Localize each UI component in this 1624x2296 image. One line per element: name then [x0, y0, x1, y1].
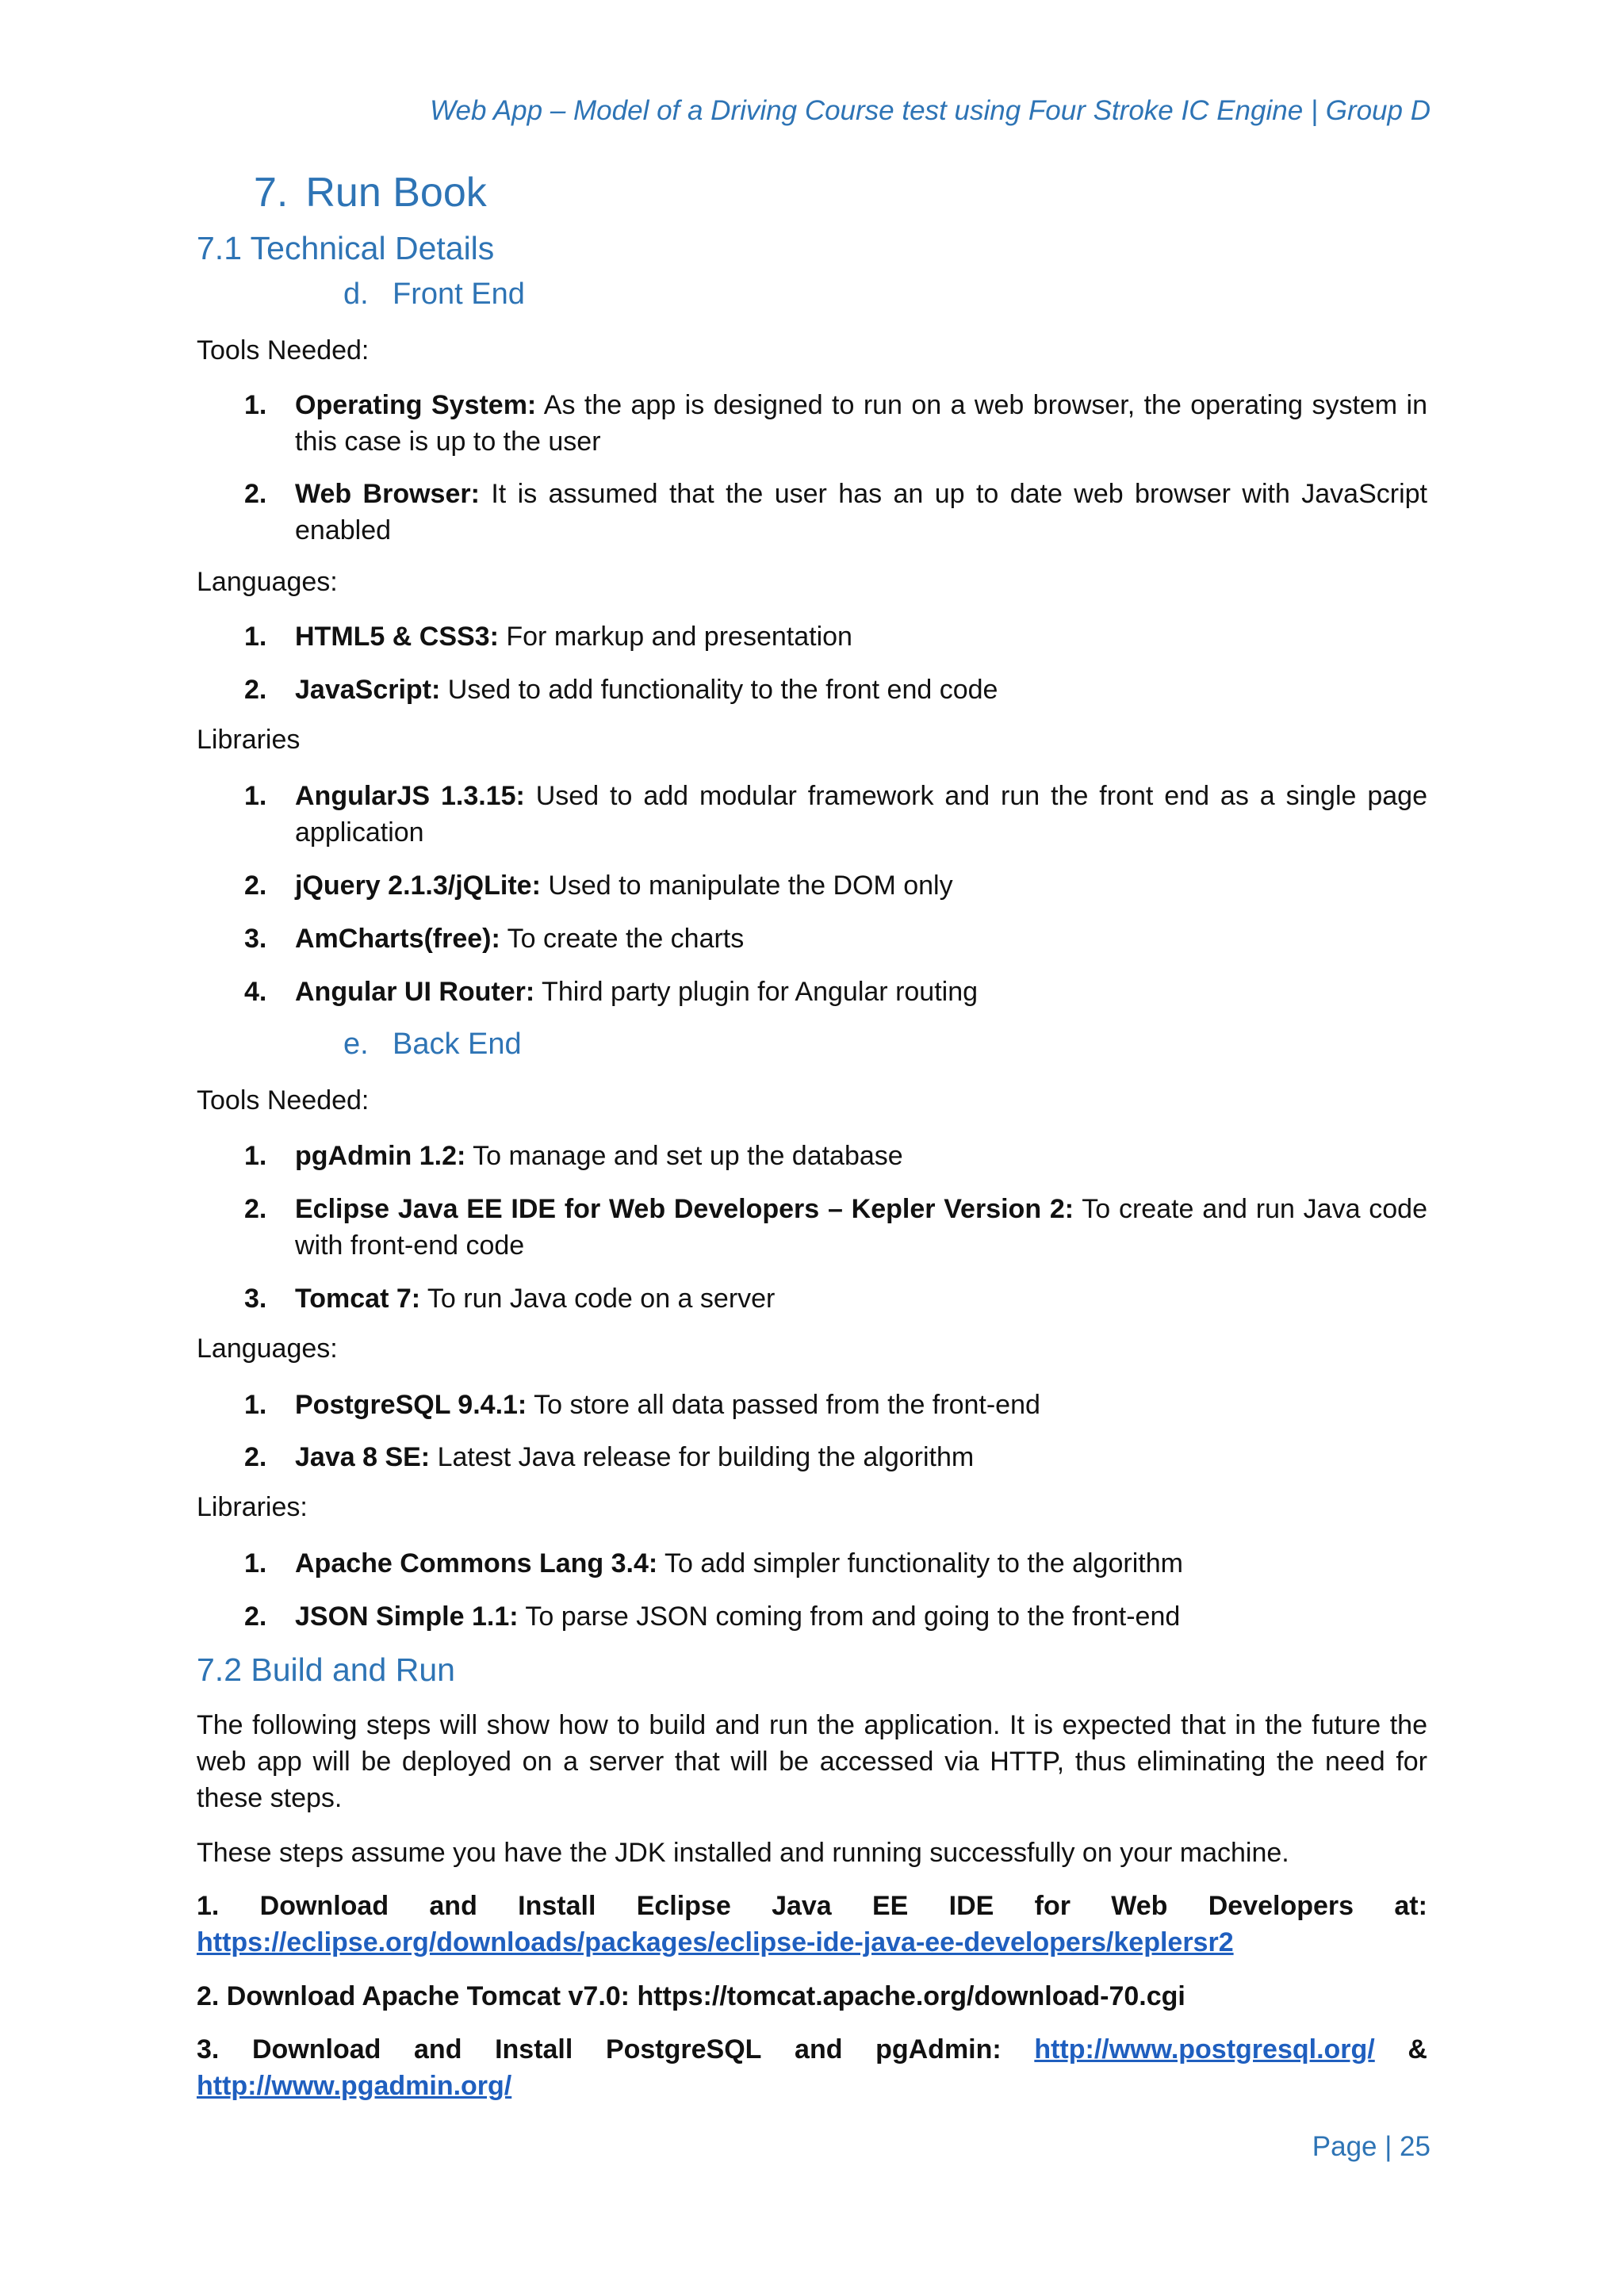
item-name: Eclipse Java EE IDE for Web Developers – Kepler Version 2: [295, 1194, 1074, 1224]
section-heading [254, 169, 487, 216]
pgadmin-link[interactable]: http://www.pgadmin.org/ [197, 2071, 512, 2101]
step-word: PostgreSQL [605, 2034, 762, 2064]
step-word: 1. [197, 1891, 220, 1921]
item-number: 2. [244, 1442, 267, 1472]
step-1-line [197, 1888, 1427, 1924]
item-number: 4. [244, 977, 267, 1007]
list-item [244, 1545, 1427, 1582]
list-item [244, 1598, 1427, 1635]
front-end-languages-label: Languages: [197, 567, 338, 597]
list-item [244, 920, 1427, 957]
section-title: Run Book [305, 170, 487, 216]
step-word: Download [259, 1891, 389, 1921]
item-number: 1. [244, 622, 267, 652]
front-end-title: Front End [393, 277, 525, 311]
item-name: Tomcat 7: [295, 1284, 421, 1314]
back-end-libraries-label: Libraries: [197, 1492, 308, 1522]
step-word: Download [251, 2034, 381, 2064]
list-item [244, 1387, 1427, 1423]
front-end-libraries-label: Libraries [197, 725, 301, 755]
build-step-3 [197, 2031, 1427, 2104]
step-word: for [1034, 1891, 1071, 1921]
ampersand: & [1408, 2034, 1427, 2064]
step-word: 3. [197, 2034, 220, 2064]
item-number: 2. [244, 1194, 267, 1224]
list-item [244, 1280, 1427, 1317]
list-item [244, 476, 1427, 549]
item-number: 2. [244, 675, 267, 705]
back-end-heading [343, 1027, 522, 1062]
step-word: Install [518, 1891, 596, 1921]
item-desc: Used to add modular framework and run the front end as a single page application [295, 781, 1427, 848]
list-item [244, 1191, 1427, 1264]
back-end-letter: e. [343, 1027, 369, 1061]
item-number: 3. [244, 1284, 267, 1314]
item-name: Apache Commons Lang 3.4: [295, 1548, 658, 1578]
step-word: IDE [948, 1891, 994, 1921]
back-end-tools-label: Tools Needed: [197, 1085, 370, 1115]
item-number: 1. [244, 781, 267, 811]
step-word: Java [772, 1891, 832, 1921]
build-intro-paragraph: The following steps will show how to build and run the application. It is expected that in the future the web app will be deployed on a server that will be accessed via HTTP, thus eliminating the need for these steps. [197, 1710, 1427, 1813]
item-name: JavaScript: [295, 675, 441, 705]
list-item [244, 387, 1427, 460]
item-desc: Used to manipulate the DOM only [540, 871, 953, 901]
item-desc: To create and run Java code with front-end code [295, 1194, 1427, 1261]
postgresql-link[interactable]: http://www.postgresql.org/ [1034, 2034, 1375, 2064]
item-name: HTML5 & CSS3: [295, 622, 499, 652]
item-name: PostgreSQL 9.4.1: [295, 1390, 527, 1420]
item-desc: It is assumed that the user has an up to date web browser with JavaScript enabled [295, 479, 1427, 545]
item-name: jQuery 2.1.3/jQLite: [295, 871, 541, 901]
item-number: 1. [244, 1390, 267, 1420]
item-number: 1. [244, 390, 267, 420]
item-number: 2. [244, 1601, 267, 1632]
item-desc: For markup and presentation [498, 622, 852, 652]
item-number: 1. [244, 1141, 267, 1171]
step-word: Eclipse [636, 1891, 731, 1921]
item-name: pgAdmin 1.2: [295, 1141, 466, 1171]
build-step-1 [197, 1888, 1427, 1961]
step-word: and [414, 2034, 462, 2064]
item-name: Operating System: [295, 390, 537, 420]
page-number: Page | 25 [1312, 2131, 1431, 2162]
step-word: and [795, 2034, 843, 2064]
step-3-line [197, 2031, 1427, 2068]
item-desc: Third party plugin for Angular routing [534, 977, 979, 1007]
build-step-2: 2. Download Apache Tomcat v7.0: https://tomcat.apache.org/download-70.cgi [197, 1981, 1185, 2011]
item-desc: To run Java code on a server [420, 1284, 776, 1314]
item-desc: As the app is designed to run on a web browser, the operating system in this case is up to the user [295, 390, 1427, 457]
item-desc: To add simpler functionality to the algorithm [657, 1548, 1183, 1578]
eclipse-download-link[interactable]: https://eclipse.org/downloads/packages/eclipse-ide-java-ee-developers/keplersr2 [197, 1927, 1234, 1957]
item-number: 1. [244, 1548, 267, 1578]
section-number: 7. [254, 170, 289, 216]
item-name: AmCharts(free): [295, 924, 500, 954]
list-item [244, 867, 1427, 904]
front-end-heading [343, 277, 525, 312]
step-word: Developers [1208, 1891, 1354, 1921]
item-number: 2. [244, 479, 267, 509]
item-number: 3. [244, 924, 267, 954]
item-name: Java 8 SE: [295, 1442, 431, 1472]
front-end-tools-label: Tools Needed: [197, 335, 370, 365]
item-desc: To manage and set up the database [465, 1141, 903, 1171]
item-desc: Latest Java release for building the algorithm [430, 1442, 975, 1472]
front-end-letter: d. [343, 277, 369, 311]
item-name: AngularJS 1.3.15: [295, 781, 525, 811]
back-end-title: Back End [393, 1027, 522, 1061]
step-word: Install [495, 2034, 573, 2064]
build-assumption-paragraph: These steps assume you have the JDK installed and running successfully on your machine. [197, 1838, 1289, 1868]
list-item [244, 974, 1427, 1010]
item-name: JSON Simple 1.1: [295, 1601, 519, 1632]
step-word: Web [1111, 1891, 1168, 1921]
item-name: Web Browser: [295, 479, 480, 509]
build-run-heading: 7.2 Build and Run [197, 1651, 455, 1688]
step-word: at: [1394, 1891, 1427, 1921]
step-word: and [429, 1891, 477, 1921]
running-header: Web App – Model of a Driving Course test using Four Stroke IC Engine | Group D [430, 95, 1431, 126]
list-item [244, 1138, 1427, 1174]
item-name: Angular UI Router: [295, 977, 535, 1007]
item-desc: Used to add functionality to the front end code [440, 675, 998, 705]
item-desc: To create the charts [500, 924, 745, 954]
list-item [244, 672, 1427, 708]
step-word: pgAdmin: [875, 2034, 1002, 2064]
item-desc: To parse JSON coming from and going to the front-end [518, 1601, 1181, 1632]
step-word: EE [872, 1891, 909, 1921]
item-desc: To store all data passed from the front-end [527, 1390, 1040, 1420]
technical-details-heading: 7.1 Technical Details [197, 230, 495, 266]
list-item [244, 1439, 1427, 1475]
list-item [244, 618, 1427, 655]
back-end-languages-label: Languages: [197, 1334, 338, 1364]
list-item [244, 778, 1427, 851]
item-number: 2. [244, 871, 267, 901]
